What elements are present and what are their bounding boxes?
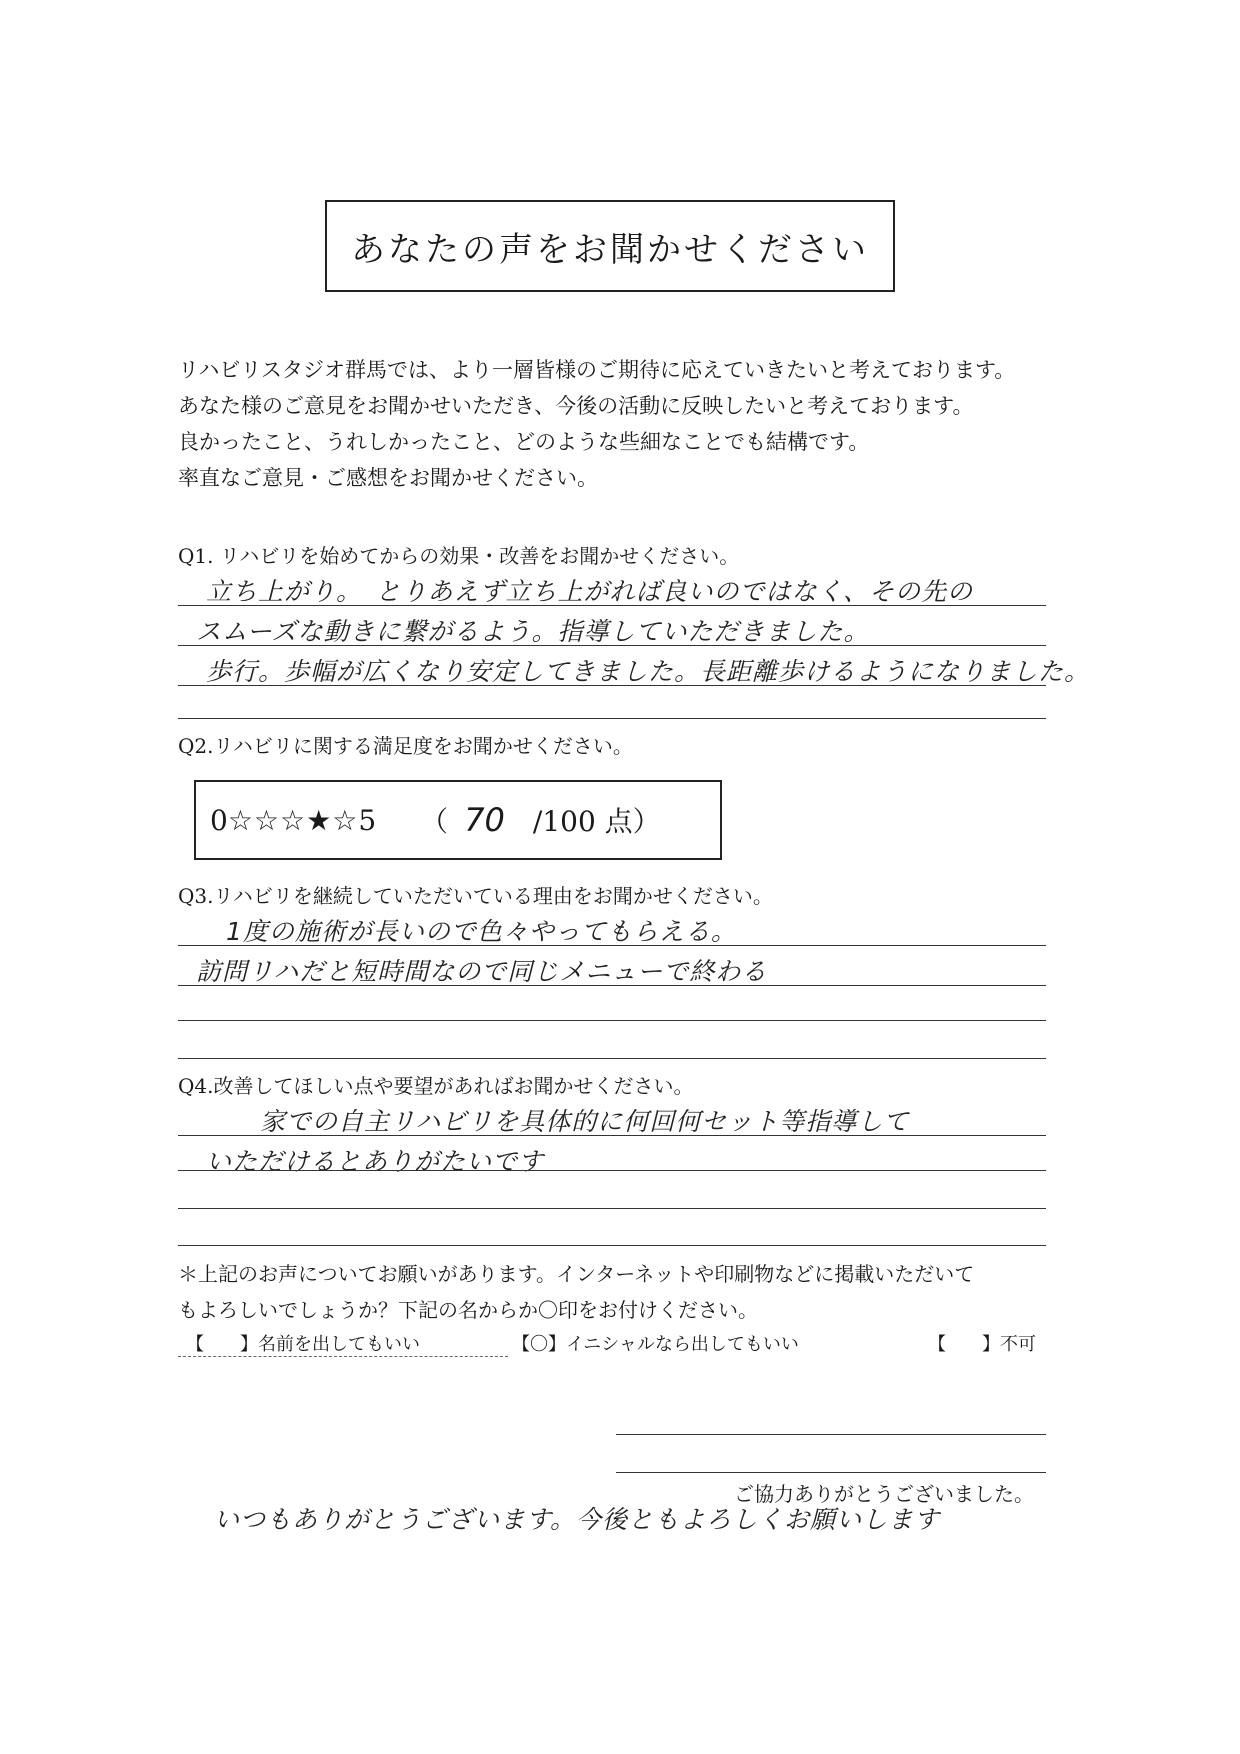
answer-rule xyxy=(178,605,1046,606)
answer-rule xyxy=(178,718,1046,719)
answer-rule xyxy=(178,1020,1046,1021)
answer-rule xyxy=(178,685,1046,686)
signature-line xyxy=(616,1434,1046,1435)
signature-line xyxy=(616,1472,1046,1473)
handwritten-closing: いつもありがとうございます。今後ともよろしくお願いします xyxy=(214,1505,941,1534)
title-box xyxy=(325,200,895,292)
handwritten-score: 70 xyxy=(464,801,505,839)
answer-rule xyxy=(178,1170,1046,1171)
satisfaction-box xyxy=(194,780,722,860)
intro-line: あなた様のご意見をお聞かせいただき、今後の活動に反映したいと考えております。 xyxy=(178,394,974,418)
consent-request-line: もよろしいでしょうか？下記の名からか〇印をお付けください。 xyxy=(178,1298,758,1322)
q3-answer-line: 訪問リハだと短時間なので同じメニューで終わる xyxy=(196,957,768,986)
consent-request-line: ＊上記のお声についてお願いがあります。インターネットや印刷物などに掲載いただいて xyxy=(178,1262,975,1286)
answer-rule xyxy=(178,1135,1046,1136)
answer-rule xyxy=(178,1208,1046,1209)
q4-question: Q4.改善してほしい点や要望があればお聞かせください。 xyxy=(178,1074,694,1098)
q4-answer-line: 家での自主リハビリを具体的に何回何セット等指導して xyxy=(260,1107,910,1136)
intro-text xyxy=(178,352,1015,496)
q1-answer-line: スムーズな動きに繋がるよう。指導していただきました。 xyxy=(196,617,870,646)
intro-line: 良かったこと、うれしかったこと、どのような些細なことでも結構です。 xyxy=(178,430,870,454)
q4-answer-line: いただけるとありがたいです xyxy=(206,1147,545,1176)
answer-rule xyxy=(178,1245,1046,1246)
intro-line: 率直なご意見・ご感想をお聞かせください。 xyxy=(178,466,598,490)
answer-rule xyxy=(178,645,1046,646)
underline xyxy=(178,1356,508,1357)
q1-question: Q1. リハビリを始めてからの効果・改善をお聞かせください。 xyxy=(178,544,740,568)
thanks-message: ご協力ありがとうございました。 xyxy=(734,1482,1034,1506)
q1-answer-line: 歩行。歩幅が広くなり安定してきました。長距離歩けるようになりました。 xyxy=(206,657,1091,686)
q1-answer-line: 立ち上がり。 とりあえず立ち上がれば良いのではなく、その先の xyxy=(206,577,974,606)
scale-start: 0 xyxy=(210,803,228,837)
score-paren-open: （ xyxy=(420,805,449,838)
answer-rule xyxy=(178,985,1046,986)
option-initials-ok[interactable]: 【〇】イニシャルなら出してもいい xyxy=(512,1334,799,1355)
answer-rule xyxy=(178,945,1046,946)
score-suffix: /100 点） xyxy=(532,805,661,838)
answer-rule xyxy=(178,1058,1046,1059)
option-name-ok[interactable]: 【 】名前を出してもいい xyxy=(186,1334,420,1355)
rating-stars: ☆☆☆★☆ xyxy=(227,803,359,837)
page-title: あなたの声をお聞かせください xyxy=(351,229,869,270)
option-not-allowed[interactable]: 【 】不可 xyxy=(928,1334,1036,1355)
q3-answer-line: 1度の施術が長いので色々やってもらえる。 xyxy=(226,917,737,946)
scale-end: 5 xyxy=(358,803,377,837)
q2-question: Q2.リハビリに関する満足度をお聞かせください。 xyxy=(178,734,633,758)
intro-line: リハビリスタジオ群馬では、より一層皆様のご期待に応えていきたいと考えております。 xyxy=(178,358,1016,382)
q3-question: Q3.リハビリを継続していただいている理由をお聞かせください。 xyxy=(178,884,773,908)
